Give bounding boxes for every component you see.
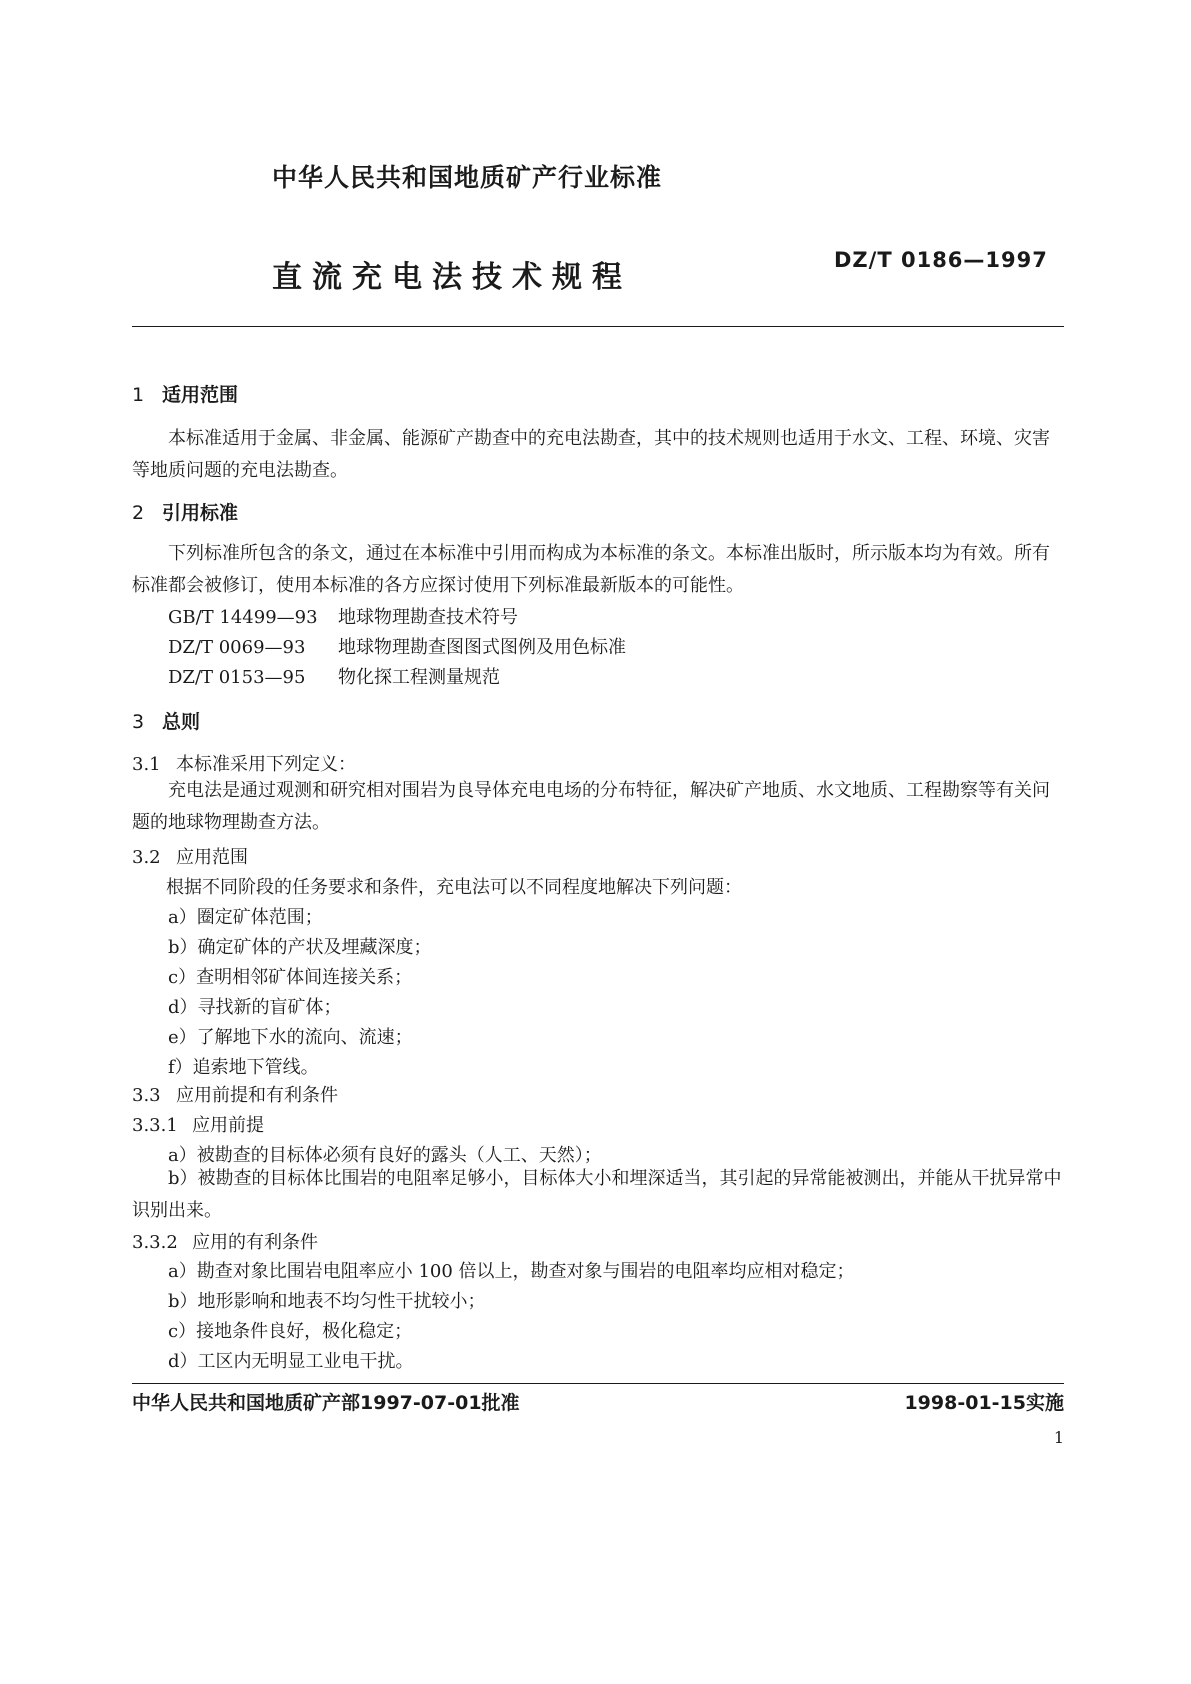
footer-rule <box>132 1383 1064 1384</box>
section-title: 适用范围 <box>162 384 239 406</box>
standard-code: DZ/T 0186—1997 <box>834 248 1048 272</box>
subsection-3-3-2 <box>132 1228 318 1254</box>
approval-line: 中华人民共和国地质矿产部1997-07-01批准 <box>132 1392 520 1414</box>
section-1-body: 本标准适用于金属、非金属、能源矿产勘查中的充电法勘查，其中的技术规则也适用于水文、工程、环境、灾害等地质问题的充电法勘查。 <box>132 428 1050 481</box>
definition-paragraph: 充电法是通过观测和研究相对围岩为良导体充电电场的分布特征，解决矿产地质、水文地质、工程勘察等有关问题的地球物理勘查方法。 <box>132 780 1050 833</box>
reference-code: DZ/T 0153—95 <box>168 667 306 688</box>
condition-item: a）勘查对象比围岩电阻率应小 100 倍以上，勘查对象与围岩的电阻率均应相对稳定； <box>168 1261 855 1282</box>
subsection-number: 3.3.2 <box>132 1232 178 1253</box>
scope-item: b）确定矿体的产状及埋藏深度； <box>168 937 432 958</box>
section-number: 3 <box>132 711 145 733</box>
subsection-number: 3.3 <box>132 1085 161 1106</box>
reference-item <box>168 663 500 689</box>
condition-item: b）地形影响和地表不均匀性干扰较小； <box>168 1291 486 1312</box>
subsection-3-1 <box>132 750 356 776</box>
scope-item: e）了解地下水的流向、流速； <box>168 1027 413 1048</box>
section-2-body: 下列标准所包含的条文，通过在本标准中引用而构成为本标准的条文。本标准出版时，所示版本均为有效。所有标准都会被修订，使用本标准的各方应探讨使用下列标准最新版本的可能性。 <box>132 543 1050 596</box>
reference-name: 地球物理勘查图图式图例及用色标准 <box>338 637 626 658</box>
implementation-date: 1998-01-15实施 <box>904 1392 1064 1414</box>
premise-item: a）被勘查的目标体必须有良好的露头（人工、天然）； <box>168 1145 602 1166</box>
subsection-3-2 <box>132 843 248 869</box>
subsection-3-3 <box>132 1081 338 1107</box>
header-rule <box>132 326 1064 327</box>
subsection-title: 应用前提和有利条件 <box>176 1085 338 1106</box>
scope-item: f）追索地下管线。 <box>168 1057 319 1078</box>
section-number: 2 <box>132 502 145 524</box>
subsection-number: 3.2 <box>132 847 161 868</box>
scope-item: a）圈定矿体范围； <box>168 907 323 928</box>
page-number: 1 <box>1053 1428 1064 1447</box>
subsection-title: 本标准采用下列定义： <box>176 754 356 775</box>
section-number: 1 <box>132 384 145 406</box>
subsection-title: 应用的有利条件 <box>192 1232 318 1253</box>
reference-code: DZ/T 0069—93 <box>168 637 306 658</box>
scope-item: d）寻找新的盲矿体； <box>168 997 342 1018</box>
condition-item: c）接地条件良好，极化稳定； <box>168 1321 413 1342</box>
subsection-title: 应用前提 <box>192 1115 264 1136</box>
subsection-number: 3.3.1 <box>132 1115 178 1136</box>
section-title: 引用标准 <box>162 502 239 524</box>
reference-item <box>168 633 626 659</box>
subsection-number: 3.1 <box>132 754 161 775</box>
reference-name: 地球物理勘查技术符号 <box>338 607 518 628</box>
section-3-heading <box>132 707 200 734</box>
document-title: 直流充电法技术规程 <box>272 260 632 295</box>
subsection-title: 应用范围 <box>176 847 248 868</box>
reference-name: 物化探工程测量规范 <box>338 667 500 688</box>
section-2-heading <box>132 498 238 525</box>
reference-item <box>168 603 518 629</box>
section-title: 总则 <box>162 711 201 733</box>
condition-item: d）工区内无明显工业电干扰。 <box>168 1351 414 1372</box>
standard-series-title: 中华人民共和国地质矿产行业标准 <box>272 163 663 192</box>
scope-intro: 根据不同阶段的任务要求和条件，充电法可以不同程度地解决下列问题： <box>166 877 742 898</box>
reference-code: GB/T 14499—93 <box>168 607 318 628</box>
subsection-3-3-1 <box>132 1111 264 1137</box>
scope-item: c）查明相邻矿体间连接关系； <box>168 967 413 988</box>
section-1-heading <box>132 380 238 407</box>
premise-item: b）被勘查的目标体比围岩的电阻率足够小，目标体大小和埋深适当，其引起的异常能被测出，并能从干扰异常中识别出来。 <box>132 1168 1062 1221</box>
